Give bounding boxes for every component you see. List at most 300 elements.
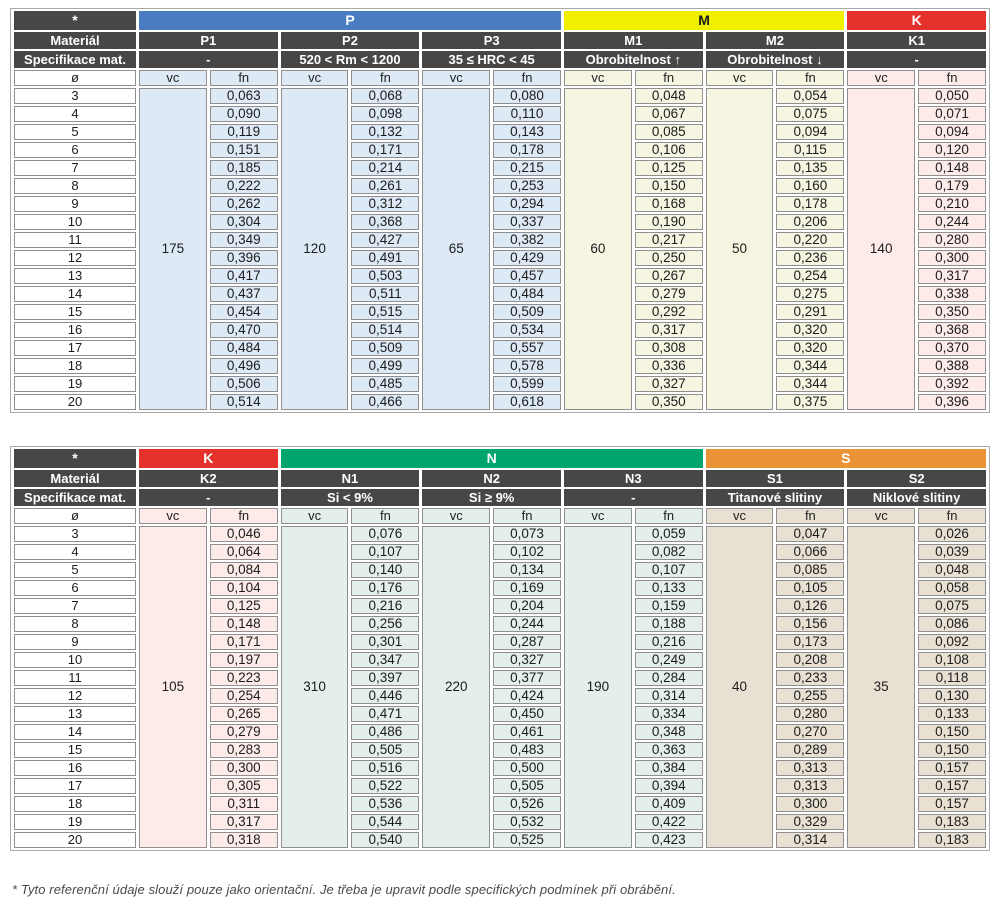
vc-value-cell-S1: 40 bbox=[706, 526, 774, 848]
fn-value-cell-K1: 0,148 bbox=[918, 160, 986, 176]
fn-value-cell-P3: 0,429 bbox=[493, 250, 561, 266]
fn-value-cell-K1: 0,300 bbox=[918, 250, 986, 266]
material-cell-P3: P3 bbox=[422, 32, 561, 49]
material-cell-K2: K2 bbox=[139, 470, 278, 487]
fn-value-cell-P1: 0,090 bbox=[210, 106, 278, 122]
fn-value-cell-K1: 0,392 bbox=[918, 376, 986, 392]
fn-value-cell-S2: 0,133 bbox=[918, 706, 986, 722]
fn-value-cell-K2: 0,084 bbox=[210, 562, 278, 578]
spec-cell-S2: Niklové slitiny bbox=[847, 489, 986, 506]
diameter-cell: 17 bbox=[14, 340, 136, 356]
fn-value-cell-S1: 0,313 bbox=[776, 760, 844, 776]
vc-header-cell-N2: vc bbox=[422, 508, 490, 524]
fn-value-cell-N2: 0,461 bbox=[493, 724, 561, 740]
vc-header-cell-P1: vc bbox=[139, 70, 207, 86]
vc-value-cell-P2: 120 bbox=[281, 88, 349, 410]
material-cell-P1: P1 bbox=[139, 32, 278, 49]
fn-value-cell-K1: 0,396 bbox=[918, 394, 986, 410]
fn-header-cell-K2: fn bbox=[210, 508, 278, 524]
fn-value-cell-K1: 0,350 bbox=[918, 304, 986, 320]
fn-value-cell-K1: 0,050 bbox=[918, 88, 986, 104]
fn-value-cell-K2: 0,046 bbox=[210, 526, 278, 542]
fn-value-cell-N2: 0,102 bbox=[493, 544, 561, 560]
fn-value-cell-S2: 0,130 bbox=[918, 688, 986, 704]
fn-value-cell-S1: 0,105 bbox=[776, 580, 844, 596]
fn-value-cell-P1: 0,222 bbox=[210, 178, 278, 194]
spec-cell-M2: Obrobitelnost ↓ bbox=[706, 51, 845, 68]
diameter-cell: 13 bbox=[14, 706, 136, 722]
fn-value-cell-P2: 0,511 bbox=[351, 286, 419, 302]
diameter-cell: 6 bbox=[14, 580, 136, 596]
fn-value-cell-K2: 0,318 bbox=[210, 832, 278, 848]
spec-row-label: Specifikace mat. bbox=[14, 51, 136, 68]
fn-value-cell-M2: 0,344 bbox=[776, 376, 844, 392]
diameter-cell: 20 bbox=[14, 832, 136, 848]
fn-value-cell-N2: 0,244 bbox=[493, 616, 561, 632]
fn-value-cell-N1: 0,544 bbox=[351, 814, 419, 830]
asterisk-header-cell: * bbox=[14, 449, 136, 468]
fn-value-cell-S2: 0,108 bbox=[918, 652, 986, 668]
fn-value-cell-P2: 0,466 bbox=[351, 394, 419, 410]
fn-value-cell-N3: 0,188 bbox=[635, 616, 703, 632]
vc-value-cell-P3: 65 bbox=[422, 88, 490, 410]
fn-value-cell-M2: 0,236 bbox=[776, 250, 844, 266]
fn-value-cell-N1: 0,536 bbox=[351, 796, 419, 812]
spec-cell-M1: Obrobitelnost ↑ bbox=[564, 51, 703, 68]
fn-header-cell-N3: fn bbox=[635, 508, 703, 524]
vc-header-cell-N1: vc bbox=[281, 508, 349, 524]
fn-value-cell-K1: 0,280 bbox=[918, 232, 986, 248]
fn-value-cell-S1: 0,289 bbox=[776, 742, 844, 758]
material-cell-M1: M1 bbox=[564, 32, 703, 49]
fn-value-cell-N3: 0,249 bbox=[635, 652, 703, 668]
fn-value-cell-P2: 0,427 bbox=[351, 232, 419, 248]
fn-value-cell-P2: 0,098 bbox=[351, 106, 419, 122]
fn-value-cell-S1: 0,156 bbox=[776, 616, 844, 632]
fn-value-cell-K2: 0,305 bbox=[210, 778, 278, 794]
fn-value-cell-P3: 0,457 bbox=[493, 268, 561, 284]
diameter-cell: 9 bbox=[14, 634, 136, 650]
fn-value-cell-M2: 0,075 bbox=[776, 106, 844, 122]
fn-value-cell-K2: 0,171 bbox=[210, 634, 278, 650]
fn-value-cell-M1: 0,168 bbox=[635, 196, 703, 212]
vc-header-cell-P2: vc bbox=[281, 70, 349, 86]
group-header-M: M bbox=[564, 11, 844, 30]
fn-value-cell-P1: 0,396 bbox=[210, 250, 278, 266]
fn-value-cell-M2: 0,254 bbox=[776, 268, 844, 284]
fn-value-cell-N2: 0,525 bbox=[493, 832, 561, 848]
diameter-cell: 14 bbox=[14, 286, 136, 302]
fn-value-cell-P3: 0,294 bbox=[493, 196, 561, 212]
fn-value-cell-N3: 0,133 bbox=[635, 580, 703, 596]
vc-header-cell-S1: vc bbox=[706, 508, 774, 524]
fn-value-cell-M2: 0,375 bbox=[776, 394, 844, 410]
fn-value-cell-S1: 0,300 bbox=[776, 796, 844, 812]
fn-value-cell-K2: 0,265 bbox=[210, 706, 278, 722]
fn-value-cell-P1: 0,063 bbox=[210, 88, 278, 104]
fn-header-cell-N1: fn bbox=[351, 508, 419, 524]
fn-value-cell-N1: 0,522 bbox=[351, 778, 419, 794]
fn-value-cell-M2: 0,054 bbox=[776, 88, 844, 104]
fn-value-cell-K2: 0,148 bbox=[210, 616, 278, 632]
fn-value-cell-K2: 0,064 bbox=[210, 544, 278, 560]
fn-value-cell-M1: 0,267 bbox=[635, 268, 703, 284]
spec-cell-N3: - bbox=[564, 489, 703, 506]
fn-value-cell-S1: 0,208 bbox=[776, 652, 844, 668]
fn-value-cell-M1: 0,350 bbox=[635, 394, 703, 410]
fn-value-cell-N2: 0,377 bbox=[493, 670, 561, 686]
spec-row-label: Specifikace mat. bbox=[14, 489, 136, 506]
fn-value-cell-P2: 0,515 bbox=[351, 304, 419, 320]
fn-value-cell-N2: 0,073 bbox=[493, 526, 561, 542]
diameter-cell: 16 bbox=[14, 322, 136, 338]
diameter-cell: 16 bbox=[14, 760, 136, 776]
fn-value-cell-P2: 0,171 bbox=[351, 142, 419, 158]
fn-value-cell-N3: 0,284 bbox=[635, 670, 703, 686]
diameter-cell: 15 bbox=[14, 304, 136, 320]
fn-value-cell-P2: 0,068 bbox=[351, 88, 419, 104]
fn-value-cell-N1: 0,347 bbox=[351, 652, 419, 668]
fn-value-cell-S2: 0,118 bbox=[918, 670, 986, 686]
fn-value-cell-P1: 0,185 bbox=[210, 160, 278, 176]
diameter-cell: 12 bbox=[14, 250, 136, 266]
fn-header-cell-P1: fn bbox=[210, 70, 278, 86]
fn-value-cell-N3: 0,423 bbox=[635, 832, 703, 848]
spec-cell-P3: 35 ≤ HRC < 45 bbox=[422, 51, 561, 68]
parameters-table-1 bbox=[11, 9, 989, 412]
fn-value-cell-K2: 0,104 bbox=[210, 580, 278, 596]
material-cell-S2: S2 bbox=[847, 470, 986, 487]
fn-value-cell-N1: 0,107 bbox=[351, 544, 419, 560]
fn-value-cell-M1: 0,292 bbox=[635, 304, 703, 320]
fn-value-cell-P1: 0,262 bbox=[210, 196, 278, 212]
group-header-K: K bbox=[139, 449, 278, 468]
diameter-cell: 15 bbox=[14, 742, 136, 758]
fn-header-cell-S2: fn bbox=[918, 508, 986, 524]
vc-value-cell-M2: 50 bbox=[706, 88, 774, 410]
fn-value-cell-M1: 0,125 bbox=[635, 160, 703, 176]
vc-header-cell-P3: vc bbox=[422, 70, 490, 86]
fn-value-cell-P3: 0,337 bbox=[493, 214, 561, 230]
fn-header-cell-K1: fn bbox=[918, 70, 986, 86]
diameter-cell: 4 bbox=[14, 106, 136, 122]
vc-header-cell-M2: vc bbox=[706, 70, 774, 86]
fn-value-cell-P1: 0,151 bbox=[210, 142, 278, 158]
fn-value-cell-K1: 0,338 bbox=[918, 286, 986, 302]
fn-value-cell-M1: 0,067 bbox=[635, 106, 703, 122]
fn-value-cell-S2: 0,058 bbox=[918, 580, 986, 596]
fn-value-cell-S2: 0,183 bbox=[918, 814, 986, 830]
footnote: * Tyto referenční údaje slouží pouze jako orientační. Je třeba je upravit podle specifických podmínek při obrábění. bbox=[12, 882, 676, 897]
diameter-cell: 10 bbox=[14, 214, 136, 230]
diameter-cell: 4 bbox=[14, 544, 136, 560]
diameter-cell: 20 bbox=[14, 394, 136, 410]
fn-value-cell-P3: 0,253 bbox=[493, 178, 561, 194]
fn-value-cell-M2: 0,275 bbox=[776, 286, 844, 302]
fn-value-cell-N3: 0,422 bbox=[635, 814, 703, 830]
fn-value-cell-M2: 0,291 bbox=[776, 304, 844, 320]
fn-value-cell-N3: 0,384 bbox=[635, 760, 703, 776]
diameter-cell: 3 bbox=[14, 88, 136, 104]
fn-value-cell-P3: 0,578 bbox=[493, 358, 561, 374]
group-header-N: N bbox=[281, 449, 703, 468]
fn-value-cell-P2: 0,509 bbox=[351, 340, 419, 356]
fn-header-cell-P3: fn bbox=[493, 70, 561, 86]
fn-value-cell-P1: 0,496 bbox=[210, 358, 278, 374]
fn-value-cell-N2: 0,204 bbox=[493, 598, 561, 614]
diameter-cell: 5 bbox=[14, 124, 136, 140]
fn-value-cell-K1: 0,388 bbox=[918, 358, 986, 374]
fn-value-cell-N1: 0,301 bbox=[351, 634, 419, 650]
group-header-S: S bbox=[706, 449, 986, 468]
fn-value-cell-P3: 0,509 bbox=[493, 304, 561, 320]
fn-value-cell-K1: 0,370 bbox=[918, 340, 986, 356]
spec-cell-P1: - bbox=[139, 51, 278, 68]
fn-value-cell-S1: 0,047 bbox=[776, 526, 844, 542]
fn-value-cell-M2: 0,178 bbox=[776, 196, 844, 212]
fn-value-cell-K1: 0,244 bbox=[918, 214, 986, 230]
fn-value-cell-S1: 0,173 bbox=[776, 634, 844, 650]
fn-value-cell-S1: 0,085 bbox=[776, 562, 844, 578]
vc-value-cell-K1: 140 bbox=[847, 88, 915, 410]
fn-value-cell-N2: 0,134 bbox=[493, 562, 561, 578]
fn-value-cell-S1: 0,233 bbox=[776, 670, 844, 686]
fn-value-cell-K2: 0,317 bbox=[210, 814, 278, 830]
fn-value-cell-M1: 0,308 bbox=[635, 340, 703, 356]
fn-value-cell-K2: 0,223 bbox=[210, 670, 278, 686]
diameter-cell: 10 bbox=[14, 652, 136, 668]
vc-value-cell-S2: 35 bbox=[847, 526, 915, 848]
fn-value-cell-P1: 0,349 bbox=[210, 232, 278, 248]
fn-value-cell-M1: 0,048 bbox=[635, 88, 703, 104]
fn-value-cell-N1: 0,216 bbox=[351, 598, 419, 614]
fn-value-cell-P3: 0,618 bbox=[493, 394, 561, 410]
vc-header-cell-M1: vc bbox=[564, 70, 632, 86]
spec-cell-N1: Si < 9% bbox=[281, 489, 420, 506]
fn-value-cell-S1: 0,270 bbox=[776, 724, 844, 740]
fn-value-cell-P2: 0,499 bbox=[351, 358, 419, 374]
diameter-header-cell: ø bbox=[14, 508, 136, 524]
fn-value-cell-P2: 0,214 bbox=[351, 160, 419, 176]
fn-value-cell-M1: 0,150 bbox=[635, 178, 703, 194]
fn-value-cell-N2: 0,287 bbox=[493, 634, 561, 650]
fn-value-cell-K2: 0,125 bbox=[210, 598, 278, 614]
fn-value-cell-P2: 0,368 bbox=[351, 214, 419, 230]
fn-value-cell-P3: 0,484 bbox=[493, 286, 561, 302]
fn-value-cell-N1: 0,446 bbox=[351, 688, 419, 704]
fn-value-cell-K1: 0,120 bbox=[918, 142, 986, 158]
fn-value-cell-N2: 0,169 bbox=[493, 580, 561, 596]
fn-value-cell-M1: 0,106 bbox=[635, 142, 703, 158]
fn-value-cell-M1: 0,250 bbox=[635, 250, 703, 266]
vc-value-cell-P1: 175 bbox=[139, 88, 207, 410]
material-row-label: Materiál bbox=[14, 470, 136, 487]
fn-value-cell-N1: 0,140 bbox=[351, 562, 419, 578]
fn-value-cell-M2: 0,135 bbox=[776, 160, 844, 176]
fn-value-cell-N3: 0,159 bbox=[635, 598, 703, 614]
fn-value-cell-P2: 0,312 bbox=[351, 196, 419, 212]
fn-value-cell-N2: 0,500 bbox=[493, 760, 561, 776]
fn-value-cell-P1: 0,454 bbox=[210, 304, 278, 320]
fn-value-cell-S1: 0,313 bbox=[776, 778, 844, 794]
fn-value-cell-P3: 0,599 bbox=[493, 376, 561, 392]
fn-value-cell-P1: 0,437 bbox=[210, 286, 278, 302]
fn-value-cell-M1: 0,190 bbox=[635, 214, 703, 230]
fn-value-cell-N2: 0,424 bbox=[493, 688, 561, 704]
diameter-cell: 6 bbox=[14, 142, 136, 158]
fn-value-cell-N1: 0,076 bbox=[351, 526, 419, 542]
vc-header-cell-S2: vc bbox=[847, 508, 915, 524]
diameter-cell: 5 bbox=[14, 562, 136, 578]
fn-value-cell-M2: 0,206 bbox=[776, 214, 844, 230]
fn-value-cell-N3: 0,059 bbox=[635, 526, 703, 542]
fn-value-cell-S2: 0,150 bbox=[918, 742, 986, 758]
fn-value-cell-K1: 0,317 bbox=[918, 268, 986, 284]
fn-header-cell-M2: fn bbox=[776, 70, 844, 86]
diameter-cell: 8 bbox=[14, 178, 136, 194]
fn-value-cell-N3: 0,216 bbox=[635, 634, 703, 650]
fn-value-cell-S1: 0,280 bbox=[776, 706, 844, 722]
material-cell-M2: M2 bbox=[706, 32, 845, 49]
diameter-cell: 14 bbox=[14, 724, 136, 740]
fn-value-cell-S1: 0,329 bbox=[776, 814, 844, 830]
material-cell-K1: K1 bbox=[847, 32, 986, 49]
fn-value-cell-N3: 0,082 bbox=[635, 544, 703, 560]
spec-cell-S1: Titanové slitiny bbox=[706, 489, 845, 506]
fn-value-cell-N1: 0,471 bbox=[351, 706, 419, 722]
fn-value-cell-M1: 0,217 bbox=[635, 232, 703, 248]
fn-value-cell-P3: 0,215 bbox=[493, 160, 561, 176]
fn-value-cell-S2: 0,048 bbox=[918, 562, 986, 578]
fn-value-cell-P2: 0,261 bbox=[351, 178, 419, 194]
diameter-cell: 8 bbox=[14, 616, 136, 632]
diameter-cell: 7 bbox=[14, 598, 136, 614]
fn-value-cell-S2: 0,039 bbox=[918, 544, 986, 560]
group-header-P: P bbox=[139, 11, 561, 30]
diameter-header-cell: ø bbox=[14, 70, 136, 86]
fn-value-cell-M1: 0,327 bbox=[635, 376, 703, 392]
diameter-cell: 7 bbox=[14, 160, 136, 176]
fn-value-cell-P1: 0,417 bbox=[210, 268, 278, 284]
fn-value-cell-N2: 0,532 bbox=[493, 814, 561, 830]
fn-value-cell-M1: 0,279 bbox=[635, 286, 703, 302]
fn-value-cell-P2: 0,132 bbox=[351, 124, 419, 140]
spec-cell-K2: - bbox=[139, 489, 278, 506]
vc-value-cell-K2: 105 bbox=[139, 526, 207, 848]
fn-header-cell-N2: fn bbox=[493, 508, 561, 524]
fn-value-cell-S1: 0,255 bbox=[776, 688, 844, 704]
fn-value-cell-N1: 0,397 bbox=[351, 670, 419, 686]
fn-value-cell-S2: 0,092 bbox=[918, 634, 986, 650]
fn-value-cell-K1: 0,071 bbox=[918, 106, 986, 122]
fn-value-cell-N3: 0,363 bbox=[635, 742, 703, 758]
fn-value-cell-K2: 0,311 bbox=[210, 796, 278, 812]
fn-value-cell-P2: 0,514 bbox=[351, 322, 419, 338]
fn-value-cell-S2: 0,086 bbox=[918, 616, 986, 632]
fn-value-cell-S2: 0,157 bbox=[918, 778, 986, 794]
diameter-cell: 18 bbox=[14, 796, 136, 812]
material-cell-N3: N3 bbox=[564, 470, 703, 487]
fn-value-cell-N2: 0,483 bbox=[493, 742, 561, 758]
fn-value-cell-P1: 0,514 bbox=[210, 394, 278, 410]
spec-cell-P2: 520 < Rm < 1200 bbox=[281, 51, 420, 68]
fn-value-cell-M1: 0,317 bbox=[635, 322, 703, 338]
fn-value-cell-M2: 0,220 bbox=[776, 232, 844, 248]
fn-value-cell-M2: 0,115 bbox=[776, 142, 844, 158]
fn-value-cell-S1: 0,314 bbox=[776, 832, 844, 848]
parameters-table-2 bbox=[11, 447, 989, 850]
fn-value-cell-P3: 0,143 bbox=[493, 124, 561, 140]
fn-value-cell-P1: 0,304 bbox=[210, 214, 278, 230]
fn-value-cell-N1: 0,256 bbox=[351, 616, 419, 632]
fn-value-cell-S1: 0,126 bbox=[776, 598, 844, 614]
fn-value-cell-K1: 0,368 bbox=[918, 322, 986, 338]
diameter-cell: 17 bbox=[14, 778, 136, 794]
fn-value-cell-N3: 0,409 bbox=[635, 796, 703, 812]
fn-value-cell-S2: 0,026 bbox=[918, 526, 986, 542]
fn-value-cell-K2: 0,197 bbox=[210, 652, 278, 668]
fn-value-cell-S1: 0,066 bbox=[776, 544, 844, 560]
material-cell-N2: N2 bbox=[422, 470, 561, 487]
fn-value-cell-N3: 0,314 bbox=[635, 688, 703, 704]
fn-value-cell-N2: 0,327 bbox=[493, 652, 561, 668]
fn-value-cell-M2: 0,094 bbox=[776, 124, 844, 140]
fn-value-cell-N1: 0,176 bbox=[351, 580, 419, 596]
fn-value-cell-P2: 0,503 bbox=[351, 268, 419, 284]
fn-value-cell-M2: 0,160 bbox=[776, 178, 844, 194]
fn-value-cell-K1: 0,210 bbox=[918, 196, 986, 212]
vc-value-cell-N3: 190 bbox=[564, 526, 632, 848]
fn-value-cell-N2: 0,505 bbox=[493, 778, 561, 794]
diameter-cell: 9 bbox=[14, 196, 136, 212]
fn-value-cell-S2: 0,150 bbox=[918, 724, 986, 740]
fn-value-cell-K2: 0,254 bbox=[210, 688, 278, 704]
cutting-parameters-table-bottom bbox=[10, 446, 990, 851]
vc-value-cell-N1: 310 bbox=[281, 526, 349, 848]
fn-value-cell-P2: 0,485 bbox=[351, 376, 419, 392]
fn-value-cell-P3: 0,080 bbox=[493, 88, 561, 104]
fn-value-cell-P3: 0,382 bbox=[493, 232, 561, 248]
fn-value-cell-P3: 0,557 bbox=[493, 340, 561, 356]
material-cell-S1: S1 bbox=[706, 470, 845, 487]
fn-value-cell-S2: 0,157 bbox=[918, 760, 986, 776]
material-cell-P2: P2 bbox=[281, 32, 420, 49]
diameter-cell: 12 bbox=[14, 688, 136, 704]
diameter-cell: 3 bbox=[14, 526, 136, 542]
fn-value-cell-P1: 0,484 bbox=[210, 340, 278, 356]
fn-value-cell-M2: 0,344 bbox=[776, 358, 844, 374]
fn-value-cell-N1: 0,505 bbox=[351, 742, 419, 758]
fn-value-cell-N2: 0,450 bbox=[493, 706, 561, 722]
fn-value-cell-M1: 0,085 bbox=[635, 124, 703, 140]
fn-value-cell-M2: 0,320 bbox=[776, 322, 844, 338]
spec-cell-K1: - bbox=[847, 51, 986, 68]
fn-value-cell-P2: 0,491 bbox=[351, 250, 419, 266]
fn-value-cell-P3: 0,178 bbox=[493, 142, 561, 158]
fn-header-cell-M1: fn bbox=[635, 70, 703, 86]
fn-value-cell-N3: 0,394 bbox=[635, 778, 703, 794]
vc-header-cell-K2: vc bbox=[139, 508, 207, 524]
fn-value-cell-S2: 0,183 bbox=[918, 832, 986, 848]
fn-value-cell-S2: 0,075 bbox=[918, 598, 986, 614]
vc-header-cell-K1: vc bbox=[847, 70, 915, 86]
cutting-parameters-table-top bbox=[10, 8, 990, 413]
diameter-cell: 13 bbox=[14, 268, 136, 284]
diameter-cell: 18 bbox=[14, 358, 136, 374]
fn-value-cell-N2: 0,526 bbox=[493, 796, 561, 812]
fn-header-cell-S1: fn bbox=[776, 508, 844, 524]
fn-value-cell-P3: 0,110 bbox=[493, 106, 561, 122]
